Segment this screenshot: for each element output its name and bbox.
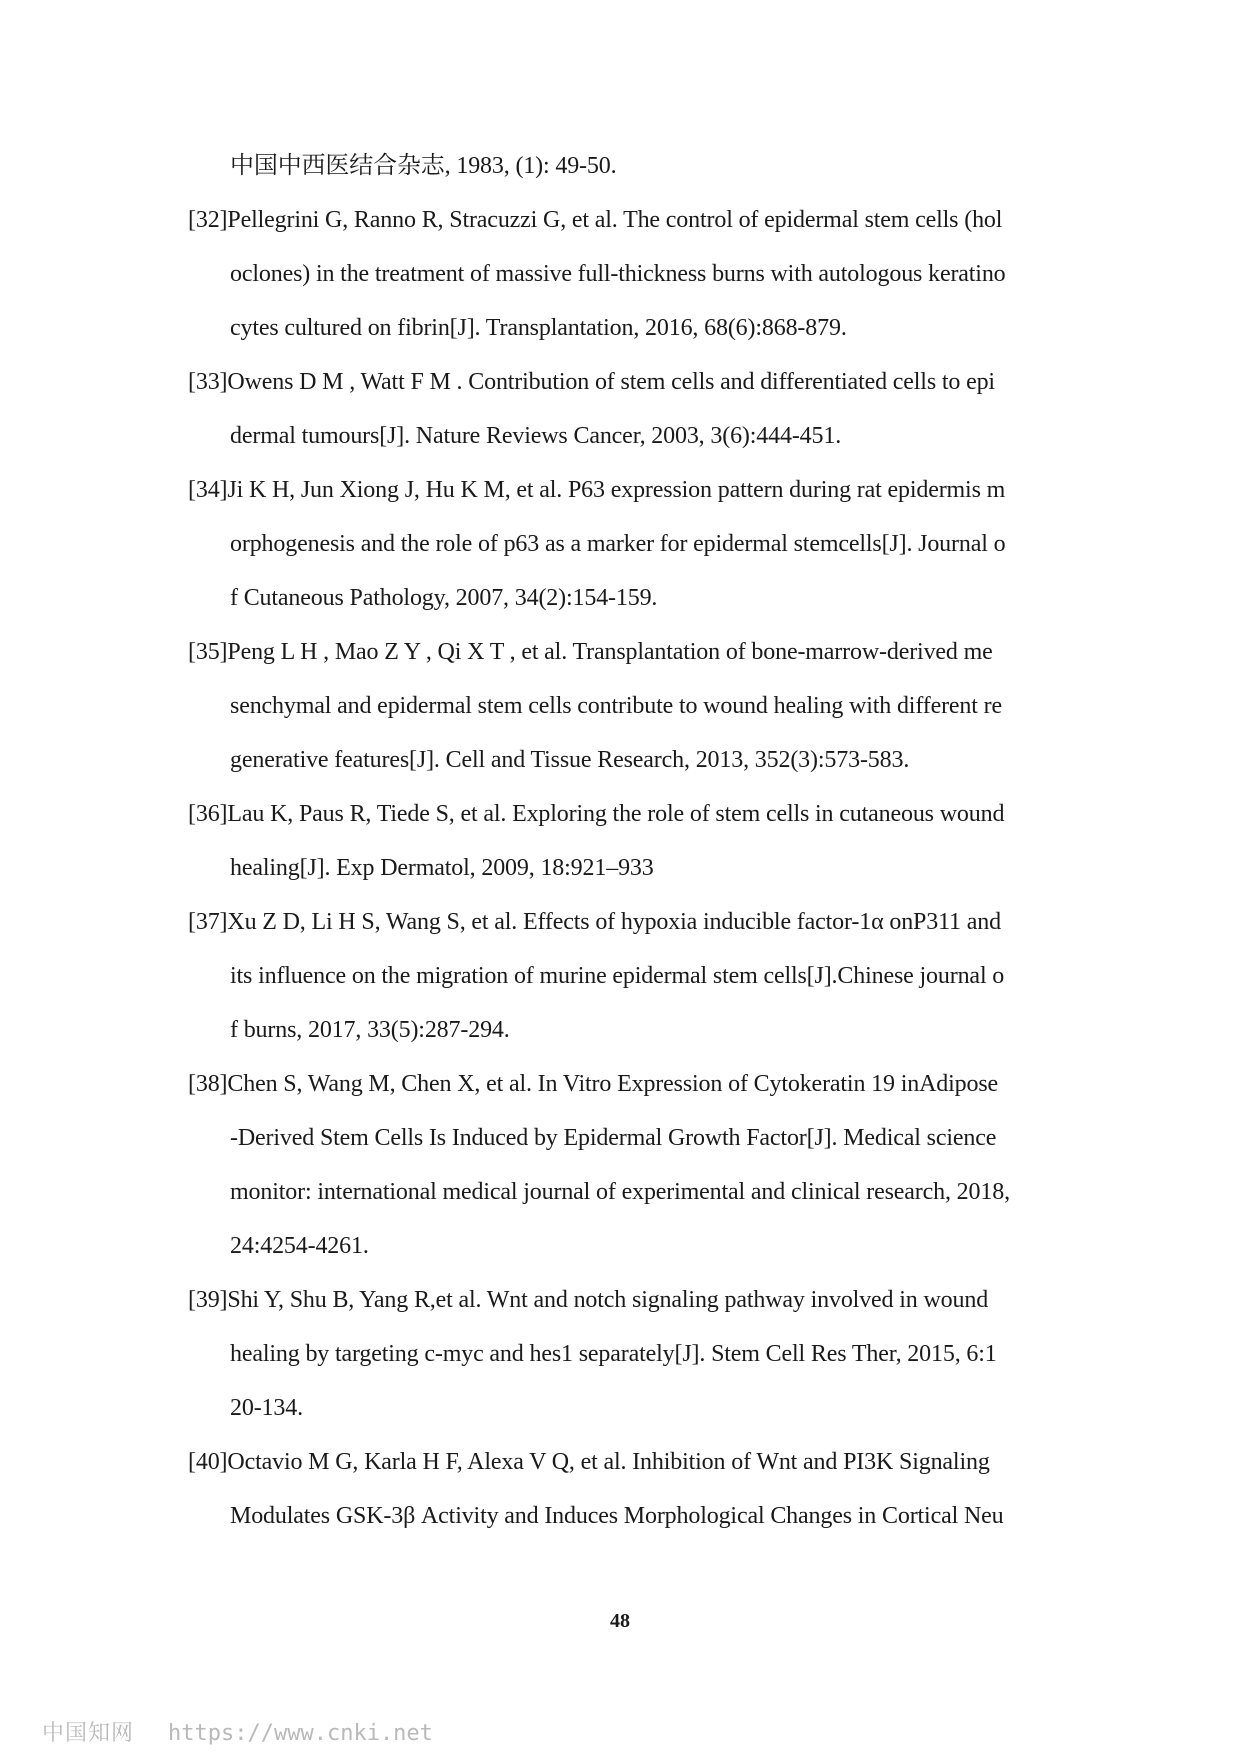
reference-line: [34]Ji K H, Jun Xiong J, Hu K M, et al. P63 expression pattern during rat epidermis m [188, 477, 1006, 503]
reference-line: f Cutaneous Pathology, 2007, 34(2):154-159. [230, 585, 658, 611]
reference-line: its influence on the migration of murine epidermal stem cells[J].Chinese journal o [230, 963, 1005, 989]
watermark-site-name: 中国知网 [42, 1721, 135, 1746]
watermark-url: https://www.cnki.net [168, 1721, 433, 1746]
reference-line: generative features[J]. Cell and Tissue Research, 2013, 352(3):573-583. [230, 747, 910, 773]
reference-line: -Derived Stem Cells Is Induced by Epidermal Growth Factor[J]. Medical science [230, 1125, 997, 1151]
reference-line: 中国中西医结合杂志, 1983, (1): 49-50. [230, 153, 617, 179]
reference-line: cytes cultured on fibrin[J]. Transplantation, 2016, 68(6):868-879. [230, 315, 847, 341]
reference-line: oclones) in the treatment of massive full-thickness burns with autologous keratino [230, 261, 1006, 287]
reference-line: [39]Shi Y, Shu B, Yang R,et al. Wnt and notch signaling pathway involved in wound [188, 1287, 989, 1313]
reference-line: healing[J]. Exp Dermatol, 2009, 18:921–933 [230, 855, 654, 881]
reference-line: healing by targeting c-myc and hes1 separately[J]. Stem Cell Res Ther, 2015, 6:1 [230, 1341, 997, 1367]
reference-line: orphogenesis and the role of p63 as a marker for epidermal stemcells[J]. Journal o [230, 531, 1006, 557]
reference-line: Modulates GSK-3β Activity and Induces Morphological Changes in Cortical Neu [230, 1503, 1004, 1529]
reference-line: [35]Peng L H , Mao Z Y , Qi X T , et al. Transplantation of bone-marrow-derived me [188, 639, 993, 665]
reference-line: f burns, 2017, 33(5):287-294. [230, 1017, 510, 1043]
cnki-watermark [42, 1716, 433, 1747]
reference-line: [40]Octavio M G, Karla H F, Alexa V Q, et al. Inhibition of Wnt and PI3K Signaling [188, 1449, 990, 1475]
reference-line: dermal tumours[J]. Nature Reviews Cancer, 2003, 3(6):444-451. [230, 423, 842, 449]
reference-line: [36]Lau K, Paus R, Tiede S, et al. Exploring the role of stem cells in cutaneous wound [188, 801, 1005, 827]
reference-line: 24:4254-4261. [230, 1233, 369, 1259]
reference-line: senchymal and epidermal stem cells contribute to wound healing with different re [230, 693, 1002, 719]
reference-line: 20-134. [230, 1395, 303, 1421]
reference-line: [38]Chen S, Wang M, Chen X, et al. In Vitro Expression of Cytokeratin 19 inAdipose [188, 1071, 999, 1097]
page-number: 48 [610, 1610, 630, 1632]
reference-line: [33]Owens D M , Watt F M . Contribution of stem cells and differentiated cells to epi [188, 369, 995, 395]
reference-line: [32]Pellegrini G, Ranno R, Stracuzzi G, et al. The control of epidermal stem cells (hol [188, 207, 1003, 233]
reference-line: monitor: international medical journal of experimental and clinical research, 2018, [230, 1179, 1010, 1205]
reference-line: [37]Xu Z D, Li H S, Wang S, et al. Effects of hypoxia inducible factor-1α onP311 and [188, 909, 1001, 935]
